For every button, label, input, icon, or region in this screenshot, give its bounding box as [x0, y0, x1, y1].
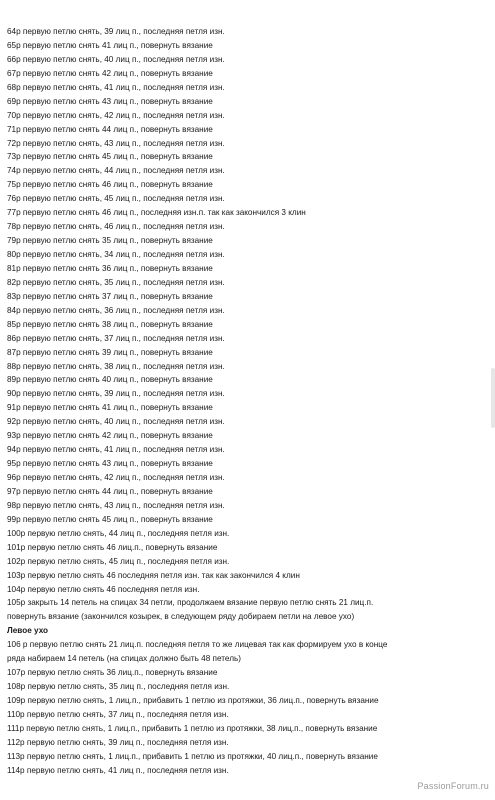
text-line: 87р первую петлю снять 39 лиц п., повернуть вязание: [7, 347, 213, 357]
text-line: 72р первую петлю снять, 43 лиц п., последняя петля изн.: [7, 138, 225, 148]
text-line: 106 р первую петлю снять 21 лиц.п. последняя петля то же лицевая так как формируем ухо в конце: [7, 640, 388, 650]
text-line: 110р первую петлю снять, 37 лиц п., последняя петля изн.: [7, 709, 229, 719]
text-line: 108р первую петлю снять, 35 лиц п., последняя петля изн.: [7, 682, 230, 692]
text-line: 107р первую петлю снять 36 лиц.п., повернуть вязание: [7, 668, 218, 678]
text-line: 79р первую петлю снять 35 лиц п., повернуть вязание: [7, 236, 213, 246]
text-line: 69р первую петлю снять 43 лиц п., повернуть вязание: [7, 96, 213, 106]
text-line: 102р первую петлю снять, 45 лиц п., последняя петля изн.: [7, 556, 230, 566]
text-line: 94р первую петлю снять, 41 лиц п., последняя петля изн.: [7, 445, 225, 455]
text-line: 104р первую петлю снять 46 последняя петля изн.: [7, 584, 200, 594]
text-line: 100р первую петлю снять, 44 лиц п., последняя петля изн.: [7, 528, 230, 538]
text-line: 111р первую петлю снять, 1 лиц.п., прибавить 1 петлю из протяжки, 38 лиц.п., повернуть вязание: [7, 723, 378, 733]
document-body: [7, 25, 492, 778]
text-line: 70р первую петлю снять, 42 лиц п., последняя петля изн.: [7, 110, 225, 120]
text-line: 101р первую петлю снять 46 лиц.п., повернуть вязание: [7, 542, 218, 552]
text-line: 74р первую петлю снять, 44 лиц п., последняя петля изн.: [7, 166, 225, 176]
scrollbar-thumb[interactable]: [491, 368, 495, 428]
text-line: 84р первую петлю снять, 36 лиц п., последняя петля изн.: [7, 305, 225, 315]
text-line: 96р первую петлю снять, 42 лиц п., последняя петля изн.: [7, 473, 225, 482]
text-line: 95р первую петлю снять 43 лиц п., повернуть вязание: [7, 459, 213, 469]
text-line: 75р первую петлю снять 46 лиц п., повернуть вязание: [7, 180, 213, 190]
text-line: 73р первую петлю снять 45 лиц п., повернуть вязание: [7, 152, 213, 162]
text-line: 83р первую петлю снять 37 лиц п., повернуть вязание: [7, 291, 213, 301]
text-line: 71р первую петлю снять 44 лиц п., повернуть вязание: [7, 124, 213, 134]
text-line: 76р первую петлю снять, 45 лиц п., последняя петля изн.: [7, 194, 225, 204]
text-line: 105р закрыть 14 петель на спицах 34 петли, продолжаем вязание первую петлю снять 21 лиц.п.: [7, 598, 374, 608]
text-line: 109р первую петлю снять, 1 лиц.п., прибавить 1 петлю из протяжки, 36 лиц.п., повернуть вязание: [7, 696, 379, 705]
text-line: 82р первую петлю снять, 35 лиц п., последняя петля изн.: [7, 277, 225, 287]
text-line: 91р первую петлю снять 41 лиц п., повернуть вязание: [7, 403, 213, 413]
text-line: 77р первую петлю снять 46 лиц п., последняя изн.п. так как закончился 3 клин: [7, 208, 306, 218]
text-line: 66р первую петлю снять, 40 лиц п., последняя петля изн.: [7, 54, 225, 64]
text-line: 86р первую петлю снять, 37 лиц п., последняя петля изн.: [7, 333, 225, 343]
text-line: 88р первую петлю снять, 38 лиц п., последняя петля изн.: [7, 361, 225, 371]
text-line: 89р первую петлю снять 40 лиц п., повернуть вязание: [7, 375, 213, 385]
text-line: 80р первую петлю снять, 34 лиц п., последняя петля изн.: [7, 250, 225, 259]
text-line: повернуть вязание (закончился козырек, в следующем ряду добираем петли на левое ухо): [7, 612, 355, 622]
text-line: 64р первую петлю снять, 39 лиц п., последняя петля изн.: [7, 27, 225, 36]
top-fade: [0, 0, 495, 26]
text-line: 68р первую петлю снять, 41 лиц п., последняя петля изн.: [7, 82, 225, 92]
section-heading: Левое ухо: [7, 626, 49, 636]
text-line: 114р первую петлю снять, 41 лиц п., последняя петля изн.: [7, 765, 229, 775]
text-line: 92р первую петлю снять, 40 лиц п., последняя петля изн.: [7, 417, 225, 427]
text-line: ряда набираем 14 петель (на спицах должно быть 48 петель): [7, 654, 241, 664]
text-line: 103р первую петлю снять 46 последняя петля изн. так как закончился 4 клин: [7, 570, 300, 580]
text-line: 97р первую петлю снять 44 лиц п., повернуть вязание: [7, 486, 213, 496]
text-line: 93р первую петлю снять 42 лиц п., повернуть вязание: [7, 431, 213, 441]
text-line: 65р первую петлю снять 41 лиц п., повернуть вязание: [7, 40, 213, 50]
text-line: 85р первую петлю снять 38 лиц п., повернуть вязание: [7, 319, 213, 329]
watermark: PassionForum.ru: [417, 781, 489, 791]
text-line: 81р первую петлю снять 36 лиц п., повернуть вязание: [7, 263, 213, 273]
text-line: 99р первую петлю снять 45 лиц п., повернуть вязание: [7, 514, 213, 524]
text-line: 98р первую петлю снять, 43 лиц п., последняя петля изн.: [7, 500, 225, 510]
text-line: 90р первую петлю снять, 39 лиц п., последняя петля изн.: [7, 389, 225, 399]
text-line: 113р первую петлю снять, 1 лиц.п., прибавить 1 петлю из протяжки, 40 лиц.п., повернуть вязание: [7, 751, 378, 761]
text-line: 78р первую петлю снять, 46 лиц п., последняя петля изн.: [7, 222, 225, 232]
text-line: 67р первую петлю снять 42 лиц п., повернуть вязание: [7, 68, 213, 78]
text-line: 112р первую петлю снять, 39 лиц п., последняя петля изн.: [7, 737, 229, 747]
